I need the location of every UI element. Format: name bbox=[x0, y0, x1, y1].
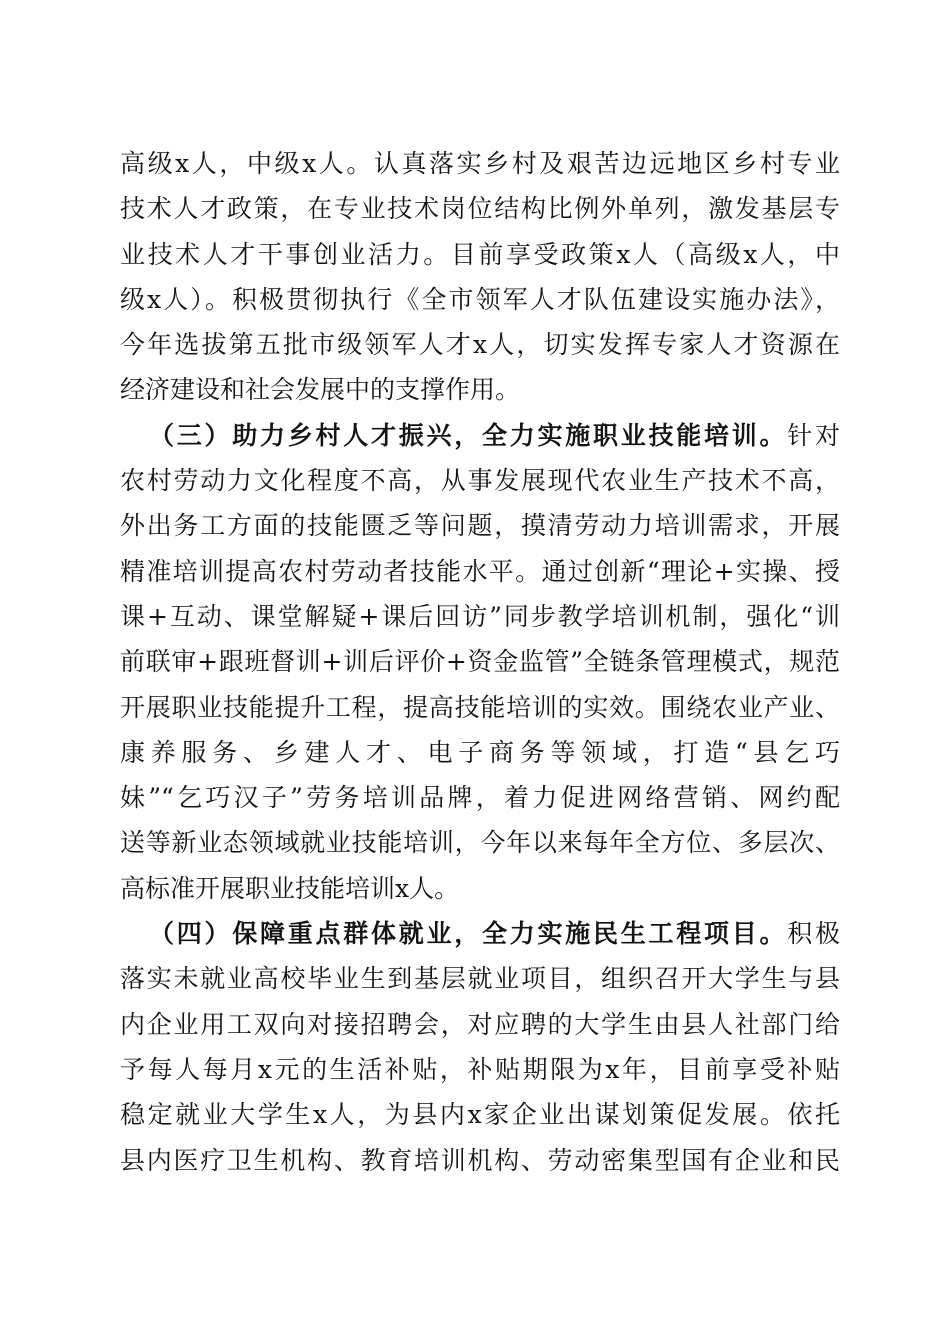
paragraph-line: 农村劳动力文化程度不高，从事发展现代农业生产技术不高， bbox=[120, 466, 840, 496]
paragraph-line: 予每人每月x元的生活补贴，补贴期限为x年，目前享受补贴 bbox=[120, 1054, 840, 1084]
paragraph-line: 高级x人，中级x人。认真落实乡村及艰苦边远地区乡村专业 bbox=[120, 149, 840, 178]
paragraph-line: 康养服务、乡建人才、电子商务等领域，打造“县乞巧 bbox=[120, 737, 840, 767]
paragraph-line: 业技术人才干事创业活力。目前享受政策x人（高级x人，中 bbox=[120, 239, 840, 269]
paragraph-line: 经济建设和社会发展中的支撑作用。 bbox=[120, 375, 521, 405]
section-3-lead-text: 针对 bbox=[787, 420, 840, 450]
paragraph-line: 开展职业技能提升工程，提高技能培训的实效。围绕农业产业、 bbox=[120, 692, 840, 722]
paragraph-line: 技术人才政策，在专业技术岗位结构比例外单列，激发基层专 bbox=[120, 194, 840, 224]
paragraph-line: 前联审+跟班督训+训后评价+资金监管”全链条管理模式，规范 bbox=[120, 647, 840, 677]
section-4-lead-text: 积极 bbox=[787, 919, 840, 949]
paragraph-line: 妹”“乞巧汉子”劳务培训品牌，着力促进网络营销、网约配 bbox=[120, 783, 840, 813]
paragraph-line: 课+互动、课堂解疑+课后回访”同步教学培训机制，强化“训 bbox=[120, 601, 840, 631]
paragraph-line: 稳定就业大学生x人，为县内x家企业出谋划策促发展。依托 bbox=[120, 1100, 840, 1130]
section-3-first-line bbox=[120, 413, 840, 458]
paragraph-line: 县内医疗卫生机构、教育培训机构、劳动密集型国有企业和民 bbox=[120, 1145, 840, 1175]
section-3-heading: （三）助力乡村人才振兴，全力实施职业技能培训。 bbox=[149, 420, 788, 450]
paragraph-line: 级x人）。积极贯彻执行《全市领军人才队伍建设实施办法》， bbox=[120, 284, 840, 314]
paragraph-line: 送等新业态领域就业技能培训，今年以来每年全方位、多层次、 bbox=[120, 828, 840, 858]
document-body bbox=[120, 141, 840, 1183]
section-4-heading: （四）保障重点群体就业，全力实施民生工程项目。 bbox=[149, 919, 788, 949]
paragraph-line: 今年选拔第五批市级领军人才x人，切实发挥专家人才资源在 bbox=[120, 330, 840, 360]
paragraph-line: 精准培训提高农村劳动者技能水平。通过创新“理论+实操、授 bbox=[120, 556, 840, 586]
section-4-first-line bbox=[120, 911, 840, 956]
paragraph-line: 落实未就业高校毕业生到基层就业项目，组织召开大学生与县 bbox=[120, 964, 840, 994]
paragraph-line: 外出务工方面的技能匮乏等问题，摸清劳动力培训需求，开展 bbox=[120, 511, 840, 541]
paragraph-line: 内企业用工双向对接招聘会，对应聘的大学生由县人社部门给 bbox=[120, 1009, 840, 1039]
paragraph-line: 高标准开展职业技能培训x人。 bbox=[120, 873, 460, 903]
